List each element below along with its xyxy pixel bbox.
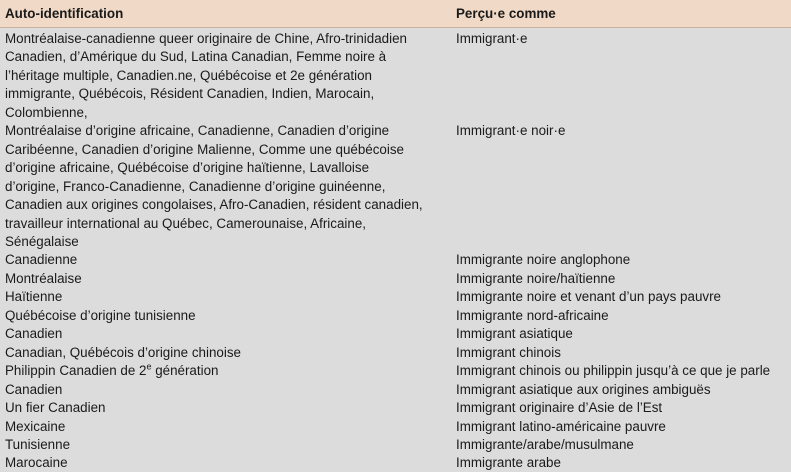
table-row <box>0 381 791 399</box>
table-row <box>0 307 791 325</box>
percu-comme-cell: Immigrante arabe <box>456 455 561 471</box>
auto-identification-cell <box>0 122 450 251</box>
percu-comme-cell: Immigrant·e noir·e <box>456 123 566 139</box>
table-row <box>0 399 791 417</box>
table-row <box>0 454 791 472</box>
auto-identification-cell: Mexicaine <box>5 418 66 434</box>
cell-line: Caribéenne, Canadien d’origine Malienne, Comme une québécoise <box>5 141 404 157</box>
header-percu-comme: Perçu·e comme <box>456 6 556 21</box>
percu-comme-cell: Immigrant·e <box>456 31 528 46</box>
table-row <box>0 418 791 436</box>
superscript-ordinal: e <box>146 361 152 372</box>
auto-identification-cell: Marocaine <box>5 455 68 471</box>
auto-identification-cell: Montréalaise <box>5 270 82 286</box>
table-row <box>0 344 791 362</box>
cell-line: Colombienne, <box>5 104 88 120</box>
cell-line: Canadien aux origines congolaises, Afro-Canadien, résident canadien, <box>5 197 423 213</box>
auto-identification-cell: Canadien <box>5 381 63 397</box>
percu-comme-cell: Immigrant asiatique <box>456 326 573 342</box>
table-row <box>0 30 791 122</box>
percu-comme-cell: Immigrant latino-américaine pauvre <box>456 418 666 434</box>
auto-identification-cell: Québécoise d’origine tunisienne <box>5 307 196 323</box>
cell-line: Montréalaise-canadienne queer originaire de Chine, Afro-trinidadien <box>5 31 407 46</box>
table-header <box>0 0 791 28</box>
auto-identification-cell: Un fier Canadien <box>5 400 106 416</box>
cell-line: Montréalaise d’origine africaine, Canadienne, Canadien d’origine <box>5 123 390 139</box>
cell-line: Canadien, d’Amérique du Sud, Latina Canadian, Femme noire à <box>5 49 387 65</box>
auto-identification-cell: Canadien <box>5 326 63 342</box>
percu-comme-cell: Immigrant asiatique aux origines ambiguës <box>456 381 711 397</box>
table-row <box>0 251 791 269</box>
percu-comme-cell: Immigrant originaire d’Asie de l’Est <box>456 400 663 416</box>
table-row <box>0 362 791 380</box>
table-row <box>0 270 791 288</box>
cell-text: génération <box>151 363 219 379</box>
cell-line: d’origine, Franco-Canadienne, Canadienne d’origine guinéenne, <box>5 178 386 194</box>
auto-identification-cell: Canadian, Québécois d’origine chinoise <box>5 344 241 360</box>
percu-comme-cell: Immigrant chinois <box>456 344 561 360</box>
cell-line: l’héritage multiple, Canadien.ne, Québécoise et 2e génération <box>5 67 373 83</box>
auto-identification-cell <box>0 362 450 380</box>
table-row <box>0 325 791 343</box>
table-row <box>0 436 791 454</box>
percu-comme-cell: Immigrante noire/haïtienne <box>456 270 616 286</box>
auto-identification-cell: Haïtienne <box>5 289 63 305</box>
auto-identification-cell <box>0 30 450 122</box>
percu-comme-cell: Immigrant chinois ou philippin jusqu’à ce que je parle <box>456 363 771 379</box>
percu-comme-cell: Immigrante nord-africaine <box>456 307 609 323</box>
table-row <box>0 122 791 251</box>
cell-text: Philippin Canadien de 2 <box>5 363 147 379</box>
cell-line: immigrante, Québécois, Résident Canadien, Indien, Marocain, <box>5 86 375 102</box>
cell-line: Sénégalaise <box>5 233 79 249</box>
cell-line: d’origine africaine, Québécoise d’origine haïtienne, Lavalloise <box>5 160 370 176</box>
table-row <box>0 288 791 306</box>
table-body <box>0 28 791 473</box>
cell-line: travailleur international au Québec, Camerounaise, Africaine, <box>5 215 367 231</box>
percu-comme-cell: Immigrante noire et venant d’un pays pauvre <box>456 289 721 305</box>
auto-identification-cell: Canadienne <box>5 252 78 268</box>
percu-comme-cell: Immigrante/arabe/musulmane <box>456 436 634 452</box>
header-auto-identification: Auto-identification <box>5 6 124 21</box>
auto-identification-cell: Tunisienne <box>5 436 71 452</box>
percu-comme-cell: Immigrante noire anglophone <box>456 252 631 268</box>
